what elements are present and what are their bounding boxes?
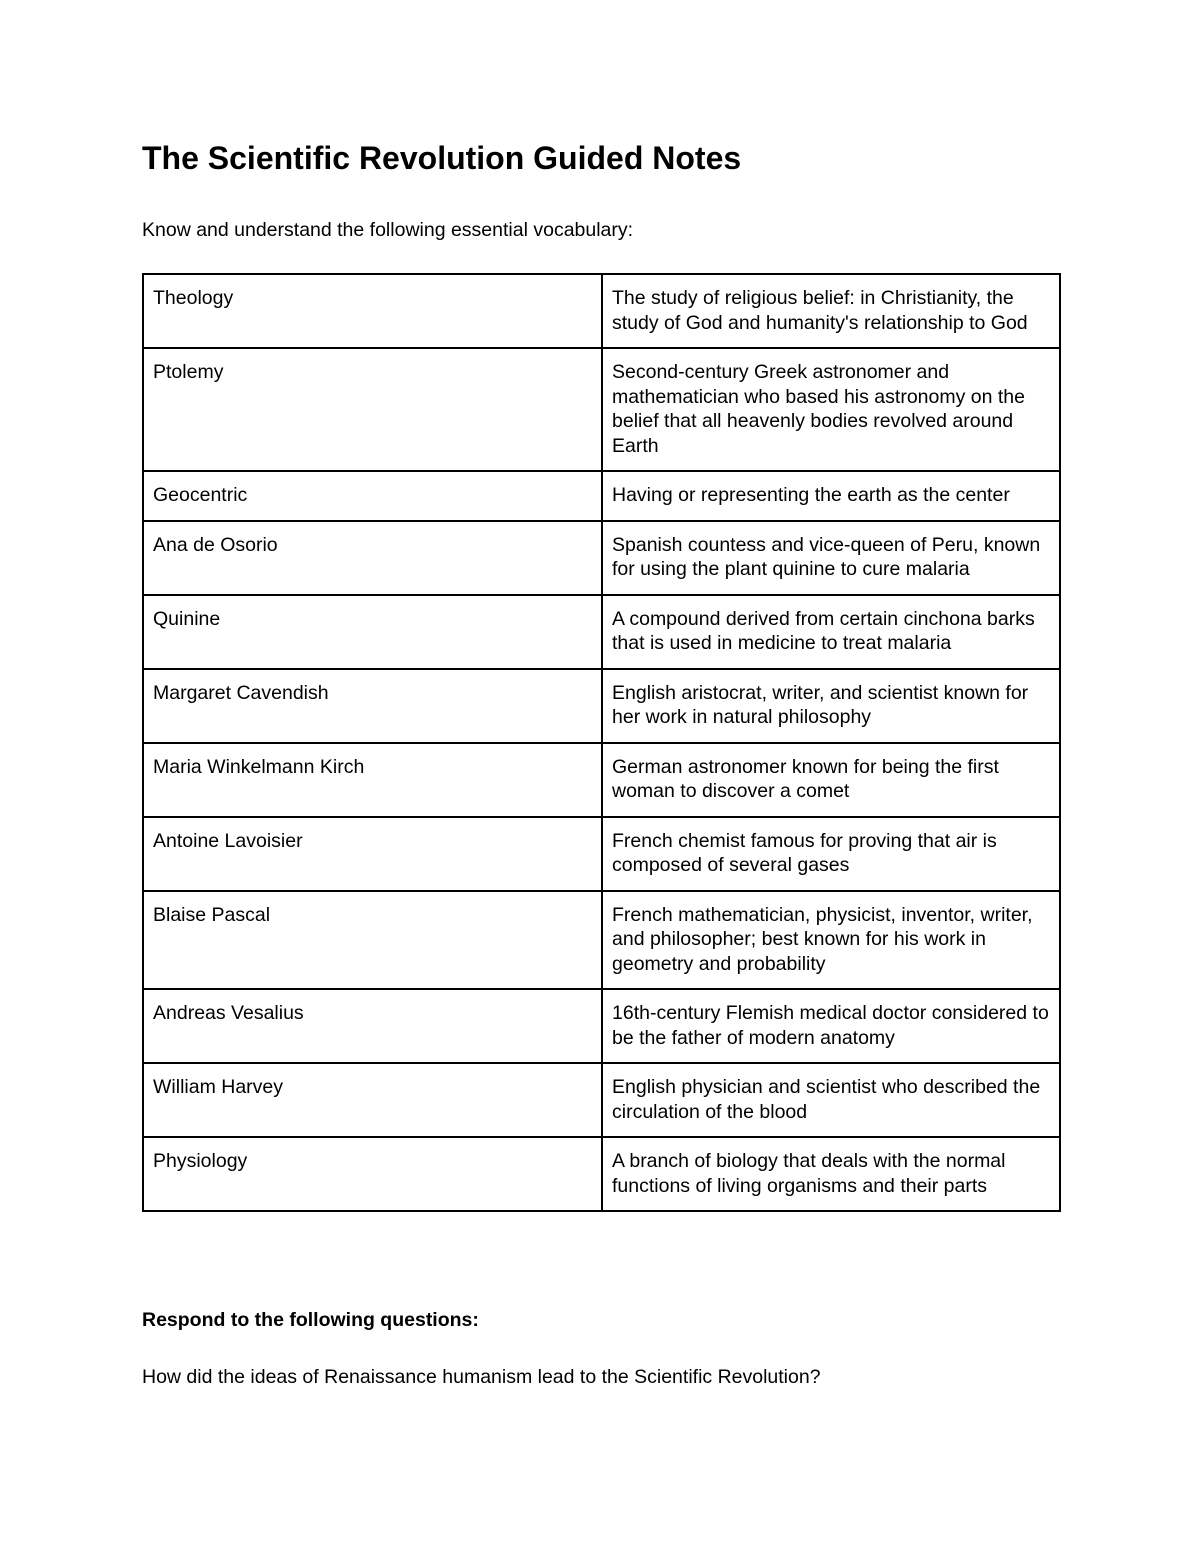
table-row [143,274,1060,348]
vocab-definition: English aristocrat, writer, and scientist known for her work in natural philosophy [602,669,1060,743]
page-title: The Scientific Revolution Guided Notes [142,140,742,176]
vocab-definition: Spanish countess and vice-queen of Peru, known for using the plant quinine to cure malaria [602,521,1060,595]
vocab-term: Ptolemy [143,348,602,471]
vocab-term: Geocentric [143,471,602,521]
vocab-term: Ana de Osorio [143,521,602,595]
vocab-term: William Harvey [143,1063,602,1137]
table-row [143,669,1060,743]
vocab-term: Antoine Lavoisier [143,817,602,891]
vocab-definition: 16th-century Flemish medical doctor considered to be the father of modern anatomy [602,989,1060,1063]
vocabulary-table [142,273,1061,1212]
table-row [143,1137,1060,1211]
vocab-term: Blaise Pascal [143,891,602,990]
vocab-term: Quinine [143,595,602,669]
vocab-definition: The study of religious belief: in Christianity, the study of God and humanity's relationship to God [602,274,1060,348]
vocab-definition: Having or representing the earth as the center [602,471,1060,521]
table-row [143,1063,1060,1137]
table-row [143,989,1060,1063]
vocab-definition: A compound derived from certain cinchona barks that is used in medicine to treat malaria [602,595,1060,669]
vocab-term: Maria Winkelmann Kirch [143,743,602,817]
table-row [143,817,1060,891]
table-row [143,743,1060,817]
table-row [143,595,1060,669]
vocab-definition: French chemist famous for proving that air is composed of several gases [602,817,1060,891]
vocab-definition: Second-century Greek astronomer and mathematician who based his astronomy on the belief that all heavenly bodies revolved around Earth [602,348,1060,471]
vocab-term: Theology [143,274,602,348]
vocab-definition: English physician and scientist who described the circulation of the blood [602,1063,1060,1137]
table-row [143,471,1060,521]
vocab-term: Andreas Vesalius [143,989,602,1063]
vocab-definition: A branch of biology that deals with the normal functions of living organisms and their parts [602,1137,1060,1211]
vocab-term: Margaret Cavendish [143,669,602,743]
questions-heading: Respond to the following questions: [142,1309,479,1331]
table-row [143,348,1060,471]
vocab-definition: German astronomer known for being the first woman to discover a comet [602,743,1060,817]
table-row [143,521,1060,595]
vocab-term: Physiology [143,1137,602,1211]
question-1: How did the ideas of Renaissance humanism lead to the Scientific Revolution? [142,1366,821,1388]
vocab-definition: French mathematician, physicist, inventor, writer, and philosopher; best known for his work in geometry and probability [602,891,1060,990]
table-row [143,891,1060,990]
intro-text: Know and understand the following essential vocabulary: [142,219,634,241]
